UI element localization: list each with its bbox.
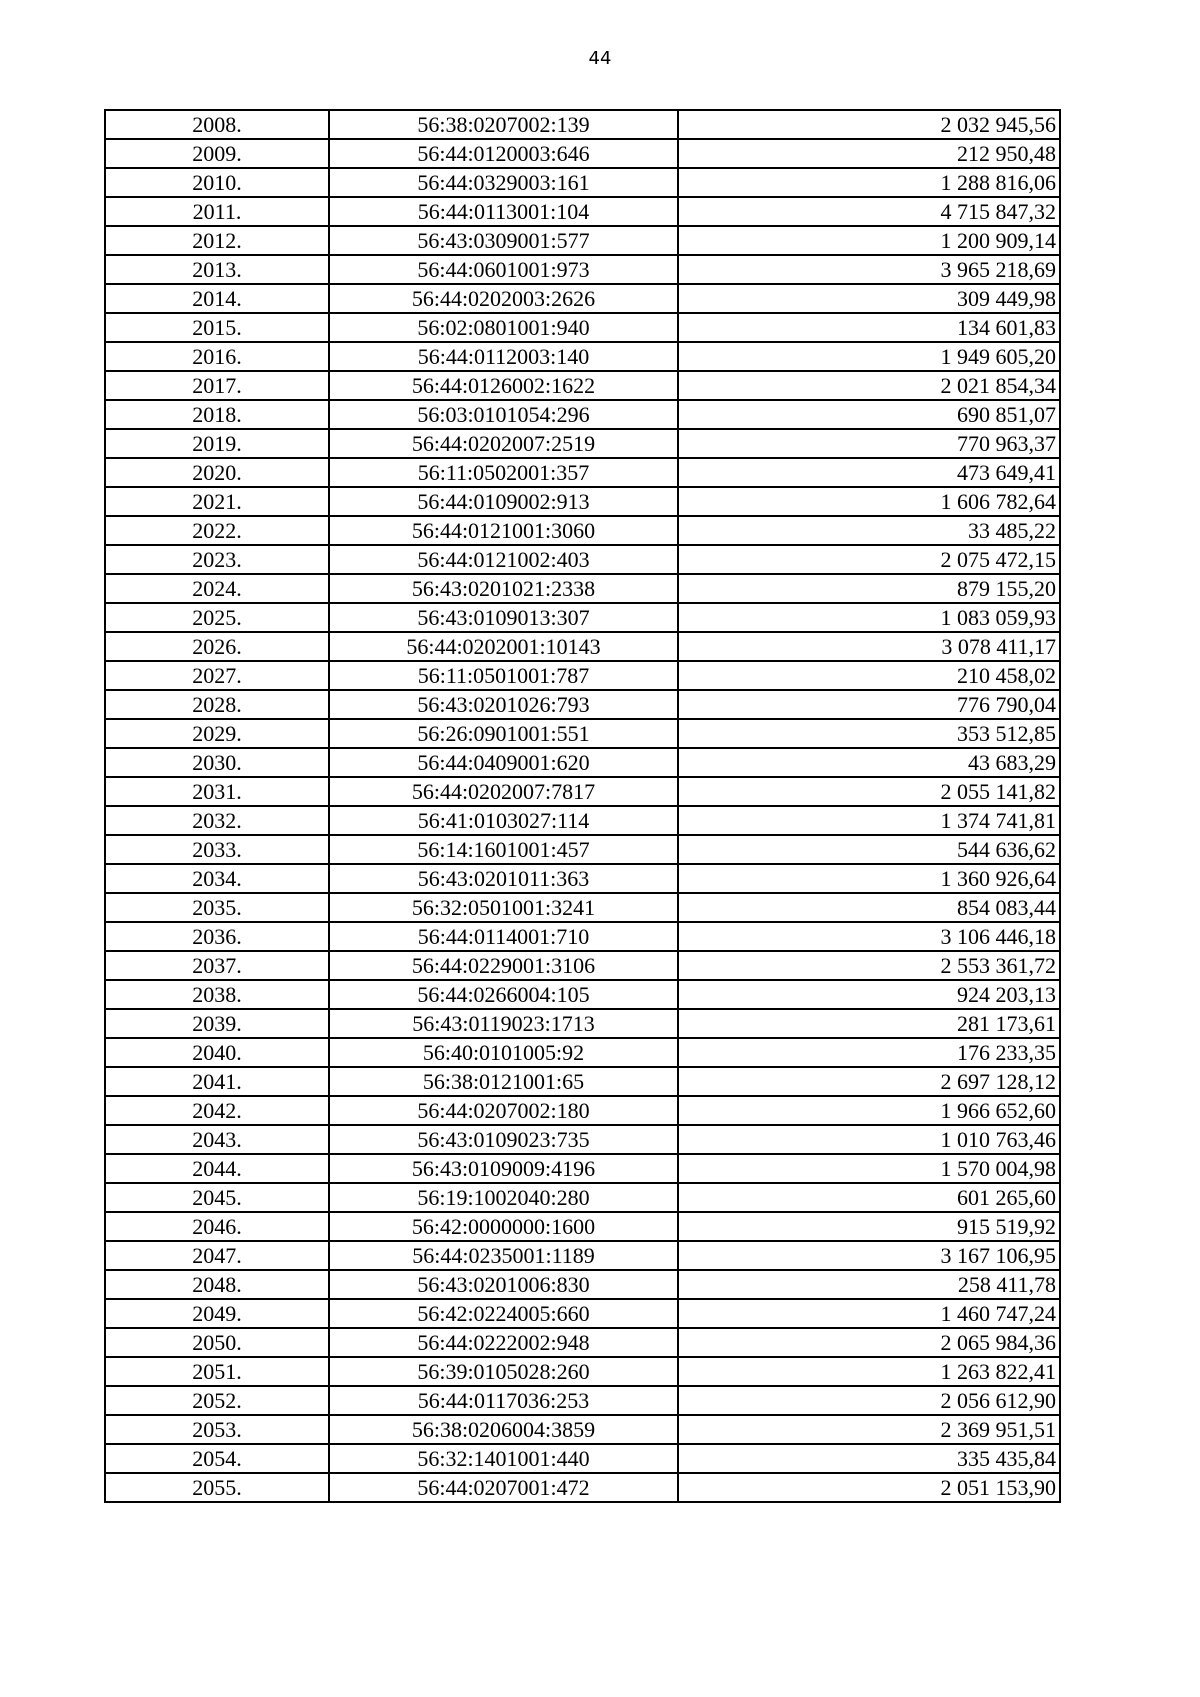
cadastral-number-cell: 56:43:0201026:793: [329, 690, 678, 719]
row-number-cell: 2049.: [105, 1299, 329, 1328]
table-row: [105, 1386, 1060, 1415]
table-row: [105, 980, 1060, 1009]
row-number-cell: 2034.: [105, 864, 329, 893]
cadastral-number-cell: 56:44:0113001:104: [329, 197, 678, 226]
row-number-cell: 2030.: [105, 748, 329, 777]
value-cell: 473 649,41: [678, 458, 1060, 487]
table-row: [105, 1096, 1060, 1125]
value-cell: 2 553 361,72: [678, 951, 1060, 980]
table-row: [105, 719, 1060, 748]
cadastral-number-cell: 56:43:0109009:4196: [329, 1154, 678, 1183]
row-number-cell: 2019.: [105, 429, 329, 458]
cadastral-number-cell: 56:26:0901001:551: [329, 719, 678, 748]
row-number-cell: 2046.: [105, 1212, 329, 1241]
row-number-cell: 2032.: [105, 806, 329, 835]
value-cell: 770 963,37: [678, 429, 1060, 458]
row-number-cell: 2027.: [105, 661, 329, 690]
table-body: [105, 110, 1060, 1502]
table-row: [105, 516, 1060, 545]
value-cell: 2 056 612,90: [678, 1386, 1060, 1415]
row-number-cell: 2024.: [105, 574, 329, 603]
cadastral-number-cell: 56:44:0202007:7817: [329, 777, 678, 806]
row-number-cell: 2033.: [105, 835, 329, 864]
table-row: [105, 1183, 1060, 1212]
page-number: 44: [588, 48, 612, 69]
row-number-cell: 2044.: [105, 1154, 329, 1183]
cadastral-number-cell: 56:44:0202007:2519: [329, 429, 678, 458]
cadastral-number-cell: 56:44:0207001:472: [329, 1473, 678, 1502]
value-cell: 1 083 059,93: [678, 603, 1060, 632]
value-cell: 1 374 741,81: [678, 806, 1060, 835]
row-number-cell: 2048.: [105, 1270, 329, 1299]
table-row: [105, 951, 1060, 980]
table-row: [105, 1328, 1060, 1357]
table-row: [105, 835, 1060, 864]
row-number-cell: 2008.: [105, 110, 329, 139]
value-cell: 1 263 822,41: [678, 1357, 1060, 1386]
value-cell: 2 065 984,36: [678, 1328, 1060, 1357]
table-row: [105, 603, 1060, 632]
cadastral-number-cell: 56:11:0502001:357: [329, 458, 678, 487]
table-row: [105, 371, 1060, 400]
cadastral-number-cell: 56:43:0201021:2338: [329, 574, 678, 603]
row-number-cell: 2051.: [105, 1357, 329, 1386]
cadastral-number-cell: 56:43:0119023:1713: [329, 1009, 678, 1038]
value-cell: 2 369 951,51: [678, 1415, 1060, 1444]
value-cell: 1 966 652,60: [678, 1096, 1060, 1125]
table-row: [105, 1299, 1060, 1328]
value-cell: 212 950,48: [678, 139, 1060, 168]
value-cell: 854 083,44: [678, 893, 1060, 922]
row-number-cell: 2038.: [105, 980, 329, 1009]
value-cell: 2 051 153,90: [678, 1473, 1060, 1502]
table-row: [105, 342, 1060, 371]
cadastral-number-cell: 56:44:0109002:913: [329, 487, 678, 516]
cadastral-number-cell: 56:42:0224005:660: [329, 1299, 678, 1328]
table-row: [105, 864, 1060, 893]
row-number-cell: 2020.: [105, 458, 329, 487]
table-row: [105, 255, 1060, 284]
table-row: [105, 661, 1060, 690]
row-number-cell: 2022.: [105, 516, 329, 545]
value-cell: 601 265,60: [678, 1183, 1060, 1212]
value-cell: 1 949 605,20: [678, 342, 1060, 371]
row-number-cell: 2018.: [105, 400, 329, 429]
cadastral-number-cell: 56:41:0103027:114: [329, 806, 678, 835]
cadastral-number-cell: 56:38:0121001:65: [329, 1067, 678, 1096]
table-row: [105, 1270, 1060, 1299]
cadastral-value-table: [104, 109, 1061, 1503]
cadastral-number-cell: 56:39:0105028:260: [329, 1357, 678, 1386]
cadastral-number-cell: 56:44:0207002:180: [329, 1096, 678, 1125]
table-row: [105, 1241, 1060, 1270]
row-number-cell: 2016.: [105, 342, 329, 371]
cadastral-number-cell: 56:44:0117036:253: [329, 1386, 678, 1415]
table-row: [105, 313, 1060, 342]
cadastral-number-cell: 56:44:0126002:1622: [329, 371, 678, 400]
row-number-cell: 2047.: [105, 1241, 329, 1270]
value-cell: 353 512,85: [678, 719, 1060, 748]
value-cell: 879 155,20: [678, 574, 1060, 603]
cadastral-number-cell: 56:44:0222002:948: [329, 1328, 678, 1357]
row-number-cell: 2050.: [105, 1328, 329, 1357]
row-number-cell: 2039.: [105, 1009, 329, 1038]
value-cell: 544 636,62: [678, 835, 1060, 864]
row-number-cell: 2055.: [105, 1473, 329, 1502]
cadastral-number-cell: 56:43:0109023:735: [329, 1125, 678, 1154]
cadastral-number-cell: 56:19:1002040:280: [329, 1183, 678, 1212]
value-cell: 134 601,83: [678, 313, 1060, 342]
value-cell: 2 075 472,15: [678, 545, 1060, 574]
cadastral-number-cell: 56:43:0109013:307: [329, 603, 678, 632]
table-row: [105, 1473, 1060, 1502]
table-row: [105, 574, 1060, 603]
value-cell: 3 078 411,17: [678, 632, 1060, 661]
table-row: [105, 748, 1060, 777]
value-cell: 1 570 004,98: [678, 1154, 1060, 1183]
row-number-cell: 2017.: [105, 371, 329, 400]
table-row: [105, 893, 1060, 922]
row-number-cell: 2045.: [105, 1183, 329, 1212]
table-row: [105, 458, 1060, 487]
cadastral-number-cell: 56:43:0309001:577: [329, 226, 678, 255]
value-cell: 4 715 847,32: [678, 197, 1060, 226]
cadastral-number-cell: 56:03:0101054:296: [329, 400, 678, 429]
cadastral-number-cell: 56:14:1601001:457: [329, 835, 678, 864]
row-number-cell: 2043.: [105, 1125, 329, 1154]
value-cell: 3 965 218,69: [678, 255, 1060, 284]
row-number-cell: 2025.: [105, 603, 329, 632]
value-cell: 33 485,22: [678, 516, 1060, 545]
value-cell: 1 010 763,46: [678, 1125, 1060, 1154]
cadastral-number-cell: 56:44:0121002:403: [329, 545, 678, 574]
table-row: [105, 1357, 1060, 1386]
cadastral-number-cell: 56:44:0121001:3060: [329, 516, 678, 545]
cadastral-number-cell: 56:40:0101005:92: [329, 1038, 678, 1067]
row-number-cell: 2021.: [105, 487, 329, 516]
cadastral-number-cell: 56:44:0409001:620: [329, 748, 678, 777]
cadastral-number-cell: 56:44:0266004:105: [329, 980, 678, 1009]
table-row: [105, 400, 1060, 429]
table-row: [105, 168, 1060, 197]
row-number-cell: 2054.: [105, 1444, 329, 1473]
row-number-cell: 2015.: [105, 313, 329, 342]
cadastral-number-cell: 56:44:0202001:10143: [329, 632, 678, 661]
value-cell: 309 449,98: [678, 284, 1060, 313]
row-number-cell: 2035.: [105, 893, 329, 922]
row-number-cell: 2031.: [105, 777, 329, 806]
row-number-cell: 2042.: [105, 1096, 329, 1125]
cadastral-number-cell: 56:44:0202003:2626: [329, 284, 678, 313]
row-number-cell: 2010.: [105, 168, 329, 197]
row-number-cell: 2036.: [105, 922, 329, 951]
table-row: [105, 197, 1060, 226]
cadastral-number-cell: 56:32:1401001:440: [329, 1444, 678, 1473]
value-cell: 1 360 926,64: [678, 864, 1060, 893]
cadastral-number-cell: 56:43:0201011:363: [329, 864, 678, 893]
value-cell: 210 458,02: [678, 661, 1060, 690]
cadastral-number-cell: 56:44:0112003:140: [329, 342, 678, 371]
row-number-cell: 2009.: [105, 139, 329, 168]
table-row: [105, 690, 1060, 719]
value-cell: 1 460 747,24: [678, 1299, 1060, 1328]
table-row: [105, 1009, 1060, 1038]
row-number-cell: 2012.: [105, 226, 329, 255]
cadastral-number-cell: 56:44:0235001:1189: [329, 1241, 678, 1270]
table-row: [105, 806, 1060, 835]
cadastral-number-cell: 56:44:0114001:710: [329, 922, 678, 951]
row-number-cell: 2041.: [105, 1067, 329, 1096]
value-cell: 3 106 446,18: [678, 922, 1060, 951]
row-number-cell: 2026.: [105, 632, 329, 661]
cadastral-number-cell: 56:42:0000000:1600: [329, 1212, 678, 1241]
row-number-cell: 2011.: [105, 197, 329, 226]
row-number-cell: 2037.: [105, 951, 329, 980]
row-number-cell: 2053.: [105, 1415, 329, 1444]
value-cell: 915 519,92: [678, 1212, 1060, 1241]
value-cell: 1 200 909,14: [678, 226, 1060, 255]
cadastral-number-cell: 56:32:0501001:3241: [329, 893, 678, 922]
cadastral-number-cell: 56:02:0801001:940: [329, 313, 678, 342]
value-cell: 924 203,13: [678, 980, 1060, 1009]
row-number-cell: 2028.: [105, 690, 329, 719]
table-row: [105, 545, 1060, 574]
table-row: [105, 1125, 1060, 1154]
value-cell: 2 055 141,82: [678, 777, 1060, 806]
value-cell: 2 032 945,56: [678, 110, 1060, 139]
table-row: [105, 1067, 1060, 1096]
table-row: [105, 1444, 1060, 1473]
row-number-cell: 2013.: [105, 255, 329, 284]
value-cell: 2 021 854,34: [678, 371, 1060, 400]
value-cell: 2 697 128,12: [678, 1067, 1060, 1096]
table-row: [105, 284, 1060, 313]
table-row: [105, 1154, 1060, 1183]
row-number-cell: 2014.: [105, 284, 329, 313]
value-cell: 43 683,29: [678, 748, 1060, 777]
cadastral-number-cell: 56:44:0120003:646: [329, 139, 678, 168]
table-row: [105, 777, 1060, 806]
value-cell: 776 790,04: [678, 690, 1060, 719]
value-cell: 176 233,35: [678, 1038, 1060, 1067]
value-cell: 335 435,84: [678, 1444, 1060, 1473]
value-cell: 3 167 106,95: [678, 1241, 1060, 1270]
value-cell: 1 288 816,06: [678, 168, 1060, 197]
cadastral-number-cell: 56:11:0501001:787: [329, 661, 678, 690]
value-cell: 281 173,61: [678, 1009, 1060, 1038]
cadastral-number-cell: 56:38:0207002:139: [329, 110, 678, 139]
table-row: [105, 1038, 1060, 1067]
table-row: [105, 1415, 1060, 1444]
row-number-cell: 2029.: [105, 719, 329, 748]
row-number-cell: 2052.: [105, 1386, 329, 1415]
row-number-cell: 2023.: [105, 545, 329, 574]
value-cell: 690 851,07: [678, 400, 1060, 429]
table-row: [105, 110, 1060, 139]
table-row: [105, 487, 1060, 516]
table-row: [105, 139, 1060, 168]
cadastral-number-cell: 56:38:0206004:3859: [329, 1415, 678, 1444]
cadastral-number-cell: 56:43:0201006:830: [329, 1270, 678, 1299]
table-row: [105, 1212, 1060, 1241]
table-row: [105, 226, 1060, 255]
table-row: [105, 922, 1060, 951]
table-row: [105, 632, 1060, 661]
row-number-cell: 2040.: [105, 1038, 329, 1067]
table-row: [105, 429, 1060, 458]
value-cell: 1 606 782,64: [678, 487, 1060, 516]
cadastral-number-cell: 56:44:0601001:973: [329, 255, 678, 284]
value-cell: 258 411,78: [678, 1270, 1060, 1299]
cadastral-number-cell: 56:44:0329003:161: [329, 168, 678, 197]
cadastral-number-cell: 56:44:0229001:3106: [329, 951, 678, 980]
